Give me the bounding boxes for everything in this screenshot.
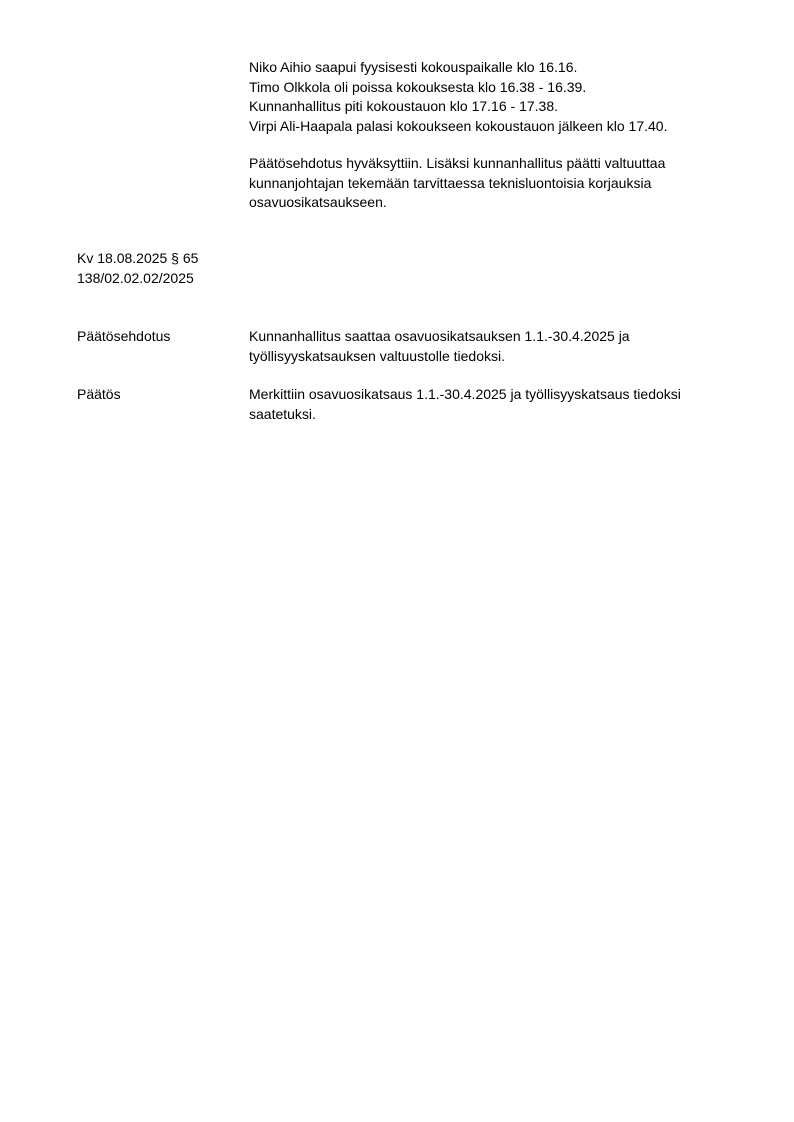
- note-line: Timo Olkkola oli poissa kokouksesta klo 16.38 - 16.39.: [249, 78, 587, 95]
- decision-label: Päätös: [77, 386, 121, 402]
- decision-text: Merkittiin osavuosikatsaus 1.1.-30.4.2025 ja työllisyyskatsaus tiedoksi saatetuksi.: [249, 386, 681, 422]
- approval-paragraph: Päätösehdotus hyväksyttiin. Lisäksi kunnanhallitus päätti valtuuttaa kunnanjohtajan tekemään tarvittaessa teknisluontoisia korjauksia osavuosikatsaukseen.: [249, 155, 666, 210]
- case-number: 138/02.02.02/2025: [77, 269, 194, 286]
- note-line: Kunnanhallitus piti kokoustauon klo 17.16 - 17.38.: [249, 98, 558, 114]
- proposal-text: Kunnanhallitus saattaa osavuosikatsauksen 1.1.-30.4.2025 ja työllisyyskatsauksen valtuustolle tiedoksi.: [249, 328, 630, 364]
- meeting-notes: [249, 58, 719, 136]
- note-line: Virpi Ali-Haapala palasi kokoukseen kokoustauon jälkeen klo 17.40.: [249, 117, 668, 134]
- council-meeting-ref: Kv 18.08.2025 § 65: [77, 250, 199, 266]
- proposal-label: Päätösehdotus: [77, 328, 171, 344]
- note-line: Niko Aihio saapui fyysisesti kokouspaikalle klo 16.16.: [249, 59, 578, 75]
- council-reference: [77, 249, 277, 288]
